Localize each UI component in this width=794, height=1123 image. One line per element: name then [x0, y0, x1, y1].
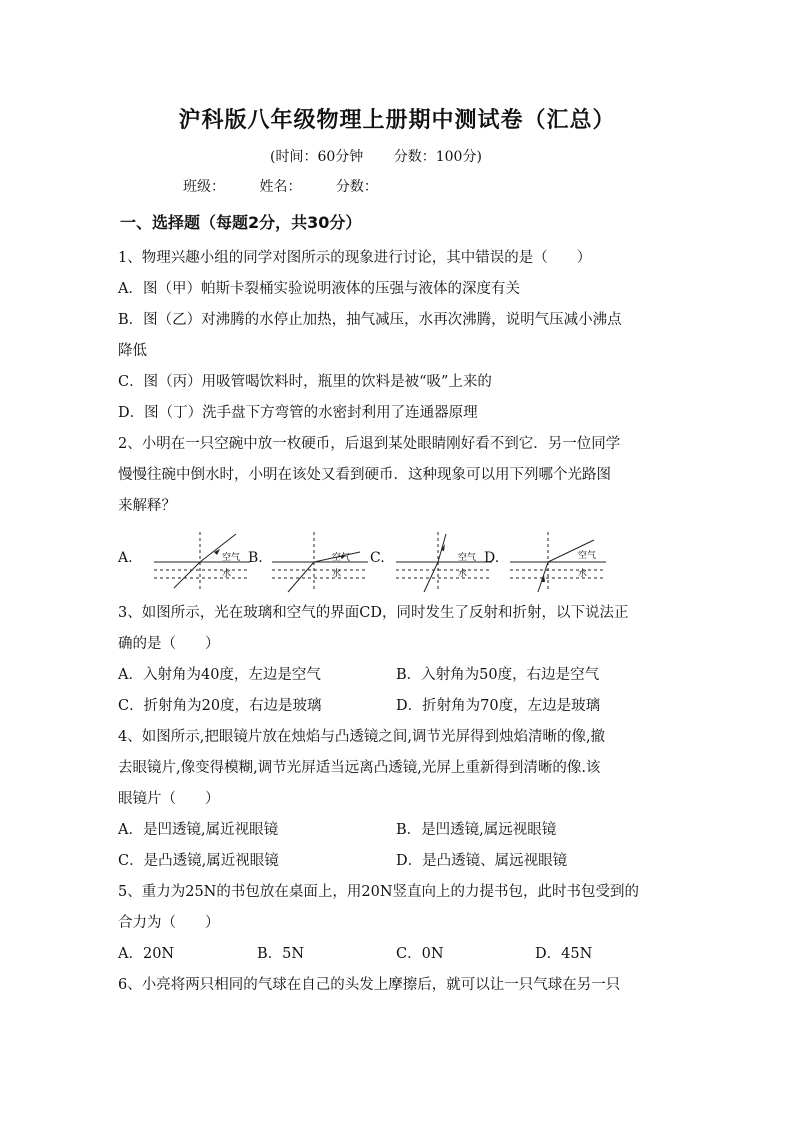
q6-stem-line1: 6、小亮将两只相同的气球在自己的头发上摩擦后，就可以让一只气球在另一只 — [118, 977, 621, 993]
q1-stem: 1、物理兴趣小组的同学对图所示的现象进行讨论，其中错误的是（ ） — [118, 250, 592, 266]
ray-diagram-b — [270, 530, 370, 594]
score-field-label: 分数： — [335, 179, 378, 195]
q4-stem-line2: 去眼镜片,像变得模糊,调节光屏适当远离凸透镜,光屏上重新得到清晰的像.该 — [118, 760, 601, 776]
q5-stem-line2: 合力为（ ） — [118, 915, 220, 931]
q5-option-c: C．0N — [396, 946, 444, 962]
q4-option-d: D．是凸透镜、属远视眼镜 — [396, 853, 568, 869]
q2-stem-line1: 2、小明在一只空碗中放一枚硬币，后退到某处眼睛刚好看不到它．另一位同学 — [118, 436, 621, 452]
student-fields — [183, 176, 408, 196]
svg-text:水: 水 — [332, 569, 342, 579]
svg-text:水: 水 — [578, 569, 588, 579]
q4-option-c: C．是凸透镜,属近视眼镜 — [118, 853, 279, 869]
q3-options-row2 — [118, 691, 678, 722]
svg-text:空气: 空气 — [458, 553, 477, 563]
q2-label-b: B. — [248, 550, 263, 566]
q4-option-a: A．是凹透镜,属近视眼镜 — [118, 822, 279, 838]
questions-body — [118, 243, 678, 1001]
total-score-info: 分数：100分) — [393, 149, 482, 165]
ray-diagram-a — [152, 530, 252, 594]
time-info: (时间：60分钟 — [270, 149, 364, 165]
ray-diagram-c — [394, 530, 494, 594]
svg-text:空气: 空气 — [578, 551, 597, 561]
q2-stem-line2: 慢慢往碗中倒水时，小明在该处又看到硬币．这种现象可以用下列哪个光路图 — [118, 467, 611, 483]
q1-option-a: A．图（甲）帕斯卡裂桶实验说明液体的压强与液体的深度有关 — [118, 281, 520, 297]
exam-meta — [270, 146, 508, 166]
page-title: 沪科版八年级物理上册期中测试卷（汇总） — [178, 108, 616, 133]
q3-option-b: B．入射角为50度，右边是空气 — [396, 667, 600, 683]
class-field-label: 班级： — [183, 179, 225, 195]
q1-option-b-cont: 降低 — [118, 343, 147, 359]
q2-label-a: A. — [118, 550, 133, 566]
svg-text:空气: 空气 — [332, 553, 351, 563]
q2-label-c: C. — [370, 550, 385, 566]
q3-stem-line2: 确的是（ ） — [118, 636, 220, 652]
section-heading: 一、选择题（每题2分，共30分） — [120, 213, 362, 232]
q5-option-a: A．20N — [118, 946, 175, 962]
q5-option-b: B．5N — [257, 946, 305, 962]
q1-option-c: C．图（丙）用吸管喝饮料时，瓶里的饮料是被“吸”上来的 — [118, 374, 492, 390]
q3-option-d: D．折射角为70度，左边是玻璃 — [396, 698, 601, 714]
q5-stem-line1: 5、重力为25N的书包放在桌面上，用20N竖直向上的力提书包，此时书包受到的 — [118, 884, 639, 900]
q1-option-b: B．图（乙）对沸腾的水停止加热，抽气减压，水再次沸腾，说明气压减小沸点 — [118, 312, 622, 328]
q4-options-row1 — [118, 815, 678, 846]
q4-stem-line3: 眼镜片（ ） — [118, 791, 220, 807]
q2-diagrams — [118, 530, 678, 594]
name-field-label: 姓名： — [259, 179, 302, 195]
q1-option-d: D．图（丁）洗手盘下方弯管的水密封利用了连通器原理 — [118, 405, 478, 421]
svg-text:水: 水 — [458, 569, 468, 579]
svg-text:水: 水 — [222, 569, 232, 579]
q3-option-a: A．入射角为40度，左边是空气 — [118, 667, 321, 683]
svg-text:空气: 空气 — [222, 553, 241, 563]
q5-options-row — [118, 939, 678, 970]
q4-option-b: B．是凹透镜,属远视眼镜 — [396, 822, 557, 838]
q3-options-row1 — [118, 660, 678, 691]
q2-label-d: D. — [484, 550, 500, 566]
q3-stem-line1: 3、如图所示，光在玻璃和空气的界面CD，同时发生了反射和折射，以下说法正 — [118, 605, 629, 621]
q5-option-d: D．45N — [535, 946, 593, 962]
q4-options-row2 — [118, 846, 678, 877]
q4-stem-line1: 4、如图所示,把眼镜片放在烛焰与凸透镜之间,调节光屏得到烛焰清晰的像,撤 — [118, 729, 606, 745]
ray-diagram-d — [508, 530, 608, 594]
q3-option-c: C．折射角为20度，右边是玻璃 — [118, 698, 322, 714]
q2-stem-line3: 来解释？ — [118, 498, 176, 514]
